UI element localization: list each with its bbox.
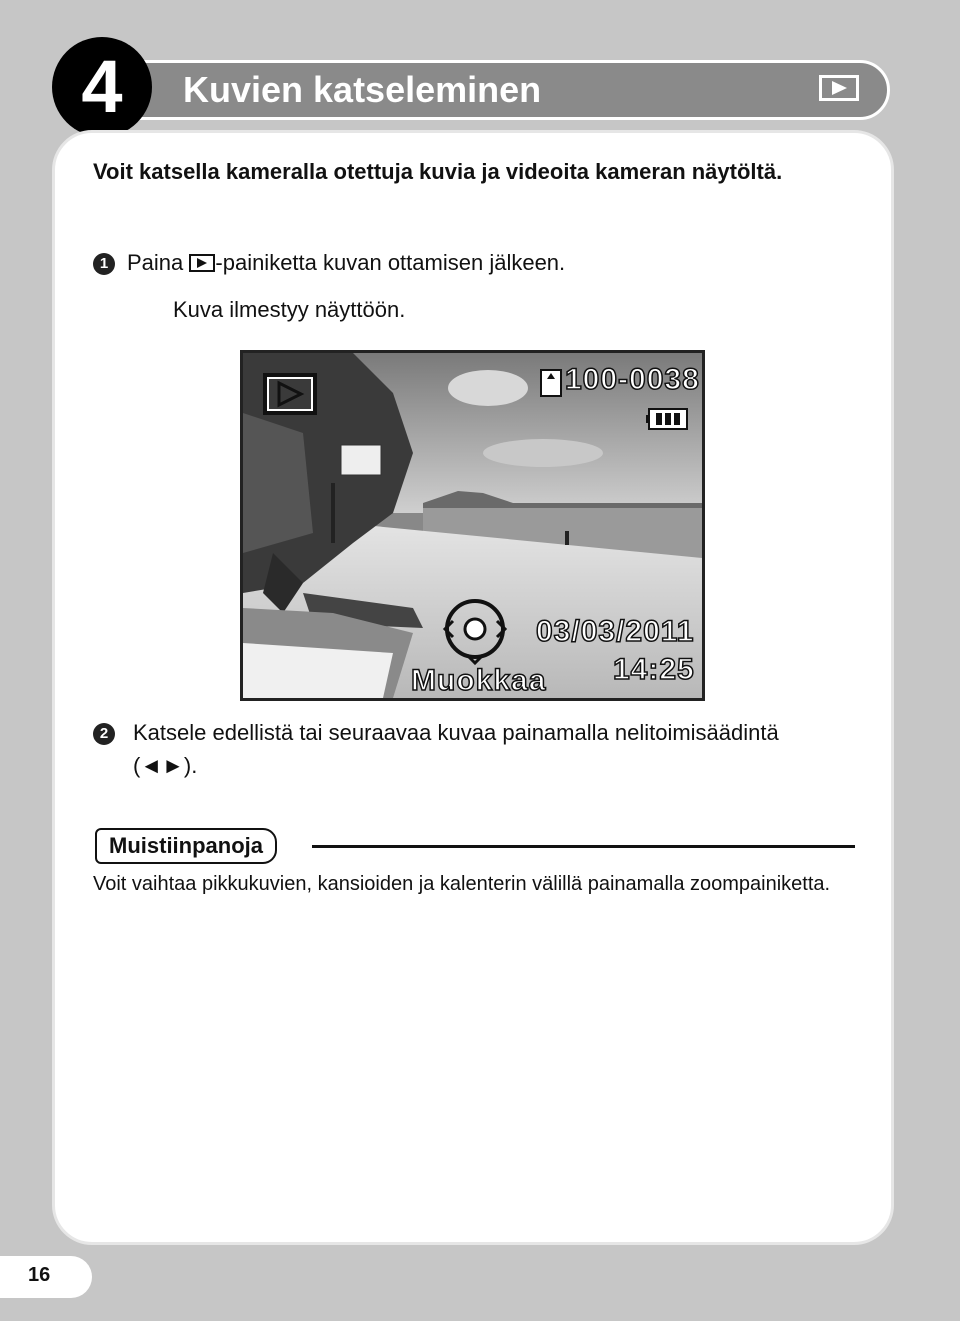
playback-mode-icon <box>263 373 317 415</box>
notes-divider <box>312 845 855 848</box>
file-number: 100-0038 <box>565 363 700 396</box>
notes-text: Voit vaihtaa pikkukuvien, kansioiden ja kalenterin välillä painamalla zoompainiketta. <box>93 873 831 895</box>
step-number: 2 <box>93 723 115 745</box>
intro-text: Voit katsella kameralla otettuja kuvia ja videoita kameran näytöltä. <box>93 159 783 184</box>
edit-label: Muokkaa <box>411 664 547 697</box>
chapter-title: Kuvien katseleminen <box>183 69 542 110</box>
camera-screen <box>240 350 705 701</box>
step-1-result: Kuva ilmestyy näyttöön. <box>173 297 406 322</box>
chapter-number: 4 <box>81 45 123 128</box>
date-display: 03/03/2011 <box>536 615 695 648</box>
step-text-before: Paina <box>127 250 190 275</box>
chapter-number-badge <box>52 37 152 137</box>
battery-icon <box>646 407 690 431</box>
four-way-controller-icon <box>439 599 511 667</box>
time-display: 14:25 <box>613 653 695 686</box>
step-number: 1 <box>93 253 115 275</box>
step-text-after: -painiketta kuvan ottamisen jälkeen. <box>215 250 566 275</box>
page-number-tab <box>0 1256 92 1298</box>
step-2 <box>93 716 833 782</box>
notes-label: Muistiinpanoja <box>95 828 277 864</box>
folder-icon <box>539 368 563 398</box>
playback-icon <box>189 254 215 272</box>
playback-icon <box>819 75 859 101</box>
step-2-text: Katsele edellistä tai seuraavaa kuvaa painamalla nelitoimisäädintä (◄►). <box>133 720 779 778</box>
chapter-header-bar <box>120 60 890 120</box>
step-1 <box>93 246 565 279</box>
page-number: 16 <box>28 1264 51 1286</box>
